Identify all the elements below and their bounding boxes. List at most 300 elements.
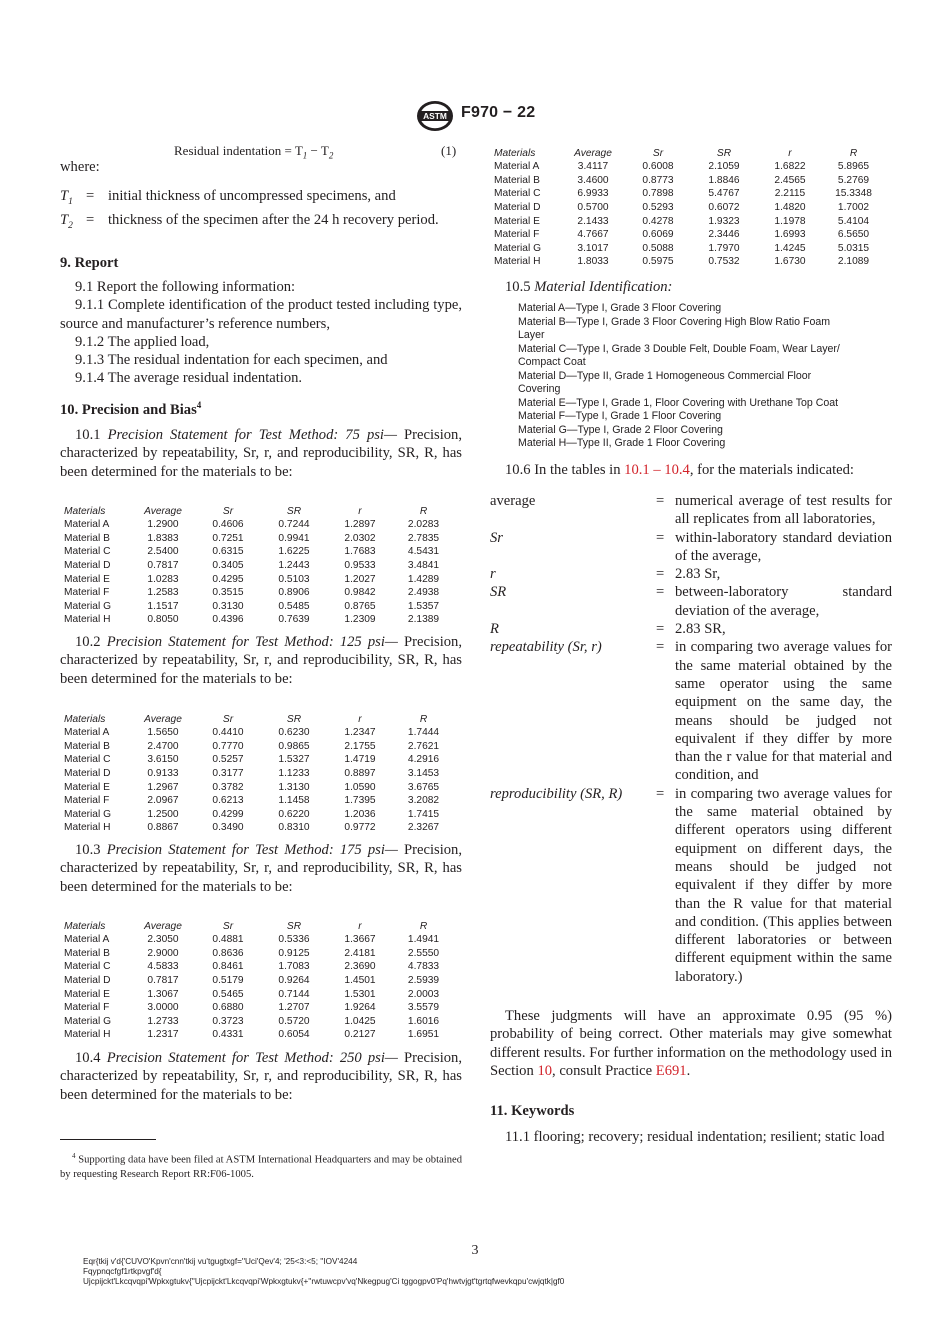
table-cell: 0.7639	[278, 614, 310, 626]
table-cell: 0.7244	[278, 519, 310, 531]
table-row	[494, 187, 883, 201]
table-cell: 2.7621	[407, 740, 440, 752]
table-cell: 0.3782	[212, 781, 244, 793]
table-row	[64, 1001, 453, 1015]
glossary-definition: in comparing two average values for the same material obtained by different operators using different equipment on different days, the means should be judged not equivalent if they differ by more than the R value for that material and condition. (This applies between different laboratories or between different equipment within the same laboratory.)	[675, 785, 892, 985]
table-cell: 1.1517	[147, 600, 179, 612]
table-cell: 0.6054	[278, 1029, 310, 1041]
table-cell: 0.6230	[278, 727, 310, 739]
astm-logo-icon	[416, 100, 454, 132]
table-cell: 1.2500	[147, 808, 179, 820]
table-cell: 0.8906	[278, 587, 310, 599]
table-cell: 0.9125	[278, 947, 310, 959]
table-cell: 2.7835	[407, 532, 440, 544]
footnote-divider	[60, 1139, 156, 1140]
table-cell: 2.3050	[147, 934, 179, 946]
table-row	[494, 242, 883, 256]
table-cell: 2.2115	[774, 188, 806, 200]
table-cell: 1.8846	[708, 174, 740, 186]
section-9-heading: 9. Report	[60, 255, 119, 271]
table-cell: 1.2317	[147, 1029, 179, 1041]
table-cell: Material A	[64, 519, 110, 531]
table-header-row: Materials Average Sr SR r R	[64, 921, 428, 932]
table-250-psi	[494, 147, 883, 269]
table-cell: 0.9865	[278, 740, 310, 752]
judgments-paragraph: These judgments will have an approximate 0.95 (95 %) probability of being correct. Other materials may give somewhat different results. For further information on the methodology used in Section 10, consult Practice E691.	[490, 1008, 892, 1079]
para-10-6: 10.6 In the tables in 10.1 – 10.4, for the materials indicated:	[505, 462, 854, 478]
table-cell: 2.0003	[407, 988, 440, 1000]
designation: F970 − 22	[461, 104, 536, 121]
table-cell: 0.4299	[212, 808, 244, 820]
table-cell: Material F	[494, 229, 540, 241]
table-125-psi	[64, 713, 453, 835]
table-row	[64, 545, 453, 559]
table-cell: 0.4278	[642, 215, 674, 227]
table-cell: Material D	[64, 975, 111, 987]
table-cell: Material H	[64, 822, 111, 834]
table-cell: 1.6016	[407, 1015, 440, 1027]
table-row	[494, 228, 883, 242]
table-cell: 2.5939	[407, 975, 440, 987]
table-cell: Material E	[64, 988, 110, 1000]
table-cell: 0.6072	[708, 202, 740, 214]
glossary-definition: 2.83 SR,	[675, 621, 726, 638]
table-cell: 3.2082	[407, 795, 440, 807]
table-cell: Material E	[64, 781, 110, 793]
table-cell: 1.2733	[147, 1015, 179, 1027]
table-cell: 0.9264	[278, 975, 310, 987]
table-cell: 0.8765	[344, 600, 376, 612]
table-cell: 0.4396	[212, 614, 244, 626]
table-cell: 1.2583	[147, 587, 179, 599]
table-cell: 0.3130	[212, 600, 244, 612]
table-cell: 5.0315	[837, 242, 870, 254]
table-cell: 1.2897	[344, 519, 376, 531]
table-row	[64, 987, 453, 1001]
table-cell: 0.6220	[278, 808, 310, 820]
table-cell: 3.4600	[577, 174, 609, 186]
table-cell: 2.3446	[708, 229, 740, 241]
glossary-definition: in comparing two average values for the same material obtained by the same operator using the same equipment on the same day, the means should be judged not equivalent if they differ by more than the r value for that material and condition, and	[675, 639, 892, 784]
table-cell: 0.6315	[212, 546, 244, 558]
glossary-equals: =	[656, 493, 665, 509]
table-cell: 1.6951	[407, 1029, 440, 1041]
glossary-equals: =	[656, 639, 665, 656]
table-cell: 2.4181	[344, 947, 376, 959]
table-cell: 0.9941	[278, 532, 310, 544]
table-cell: 2.4565	[774, 174, 806, 186]
para-10-3: 10.3 Precision Statement for Test Method: 175 psi— Precision, characterized by repeatability, Sr, r, and reproducibility, SR, R, has been determined for the materials to be:	[60, 842, 462, 895]
glossary-definition: between-laboratory standard deviation of the average,	[675, 584, 892, 619]
table-cell: 0.8897	[344, 768, 376, 780]
table-cell: 0.6880	[212, 1002, 244, 1014]
material-line: Material F—Type I, Grade 1 Floor Covering	[518, 410, 722, 422]
table-cell: 2.0967	[147, 795, 179, 807]
glossary	[490, 492, 892, 986]
table-cell: 1.0425	[344, 1015, 376, 1027]
table-row	[64, 518, 453, 532]
glossary-term: repeatability (Sr, r)	[490, 639, 602, 656]
table-cell: 0.9533	[344, 560, 376, 572]
table-cell: 1.5301	[344, 988, 376, 1000]
table-cell: 0.8461	[212, 961, 244, 973]
table-header-row: Materials Average Sr SR r R	[494, 148, 858, 159]
table-cell: Material E	[64, 573, 110, 585]
table-cell: 2.9000	[147, 947, 179, 959]
material-line: Material H—Type II, Grade 1 Floor Covering	[518, 437, 726, 449]
table-cell: 2.0283	[407, 519, 440, 531]
table-cell: Material H	[64, 1029, 111, 1041]
table-cell: 5.4767	[708, 188, 740, 200]
table-cell: 1.7395	[344, 795, 376, 807]
table-row	[64, 559, 453, 573]
table-cell: 0.5465	[212, 988, 244, 1000]
table-cell: 4.7833	[407, 961, 440, 973]
table-cell: 3.6765	[407, 781, 440, 793]
link-e691[interactable]: E691	[655, 1062, 687, 1079]
table-cell: Material B	[64, 947, 110, 959]
material-line: Material D—Type II, Grade 1 Homogeneous Commercial Floor	[518, 369, 812, 382]
table-cell: 0.7770	[212, 740, 244, 752]
table-75-psi	[64, 505, 453, 627]
table-cell: 4.5833	[147, 961, 179, 973]
table-cell: Material H	[494, 256, 541, 268]
table-cell: 0.5700	[577, 202, 609, 214]
table-cell: 1.2900	[147, 519, 179, 531]
table-cell: Material G	[64, 1015, 111, 1027]
glossary-term: SR	[490, 584, 507, 601]
table-row	[64, 794, 453, 808]
glossary-item	[490, 638, 892, 784]
table-cell: Material B	[64, 740, 110, 752]
glossary-equals: =	[656, 584, 665, 601]
table-cell: 0.5257	[212, 754, 244, 766]
table-cell: 1.8383	[147, 532, 179, 544]
table-cell: Material C	[494, 188, 541, 200]
glossary-item	[490, 785, 892, 986]
table-cell: 1.2036	[344, 808, 376, 820]
table-cell: 2.1389	[407, 614, 440, 626]
definition-item: $T_1$ = initial thickness of uncompressed specimens, and	[60, 188, 396, 207]
table-cell: 1.4820	[774, 202, 806, 214]
table-row	[64, 821, 453, 835]
table-cell: 1.3067	[147, 988, 179, 1000]
link-10-1-10-4[interactable]: 10.1 – 10.4	[624, 462, 690, 478]
table-cell: 1.4719	[344, 754, 376, 766]
table-cell: 0.8636	[212, 947, 244, 959]
table-row	[64, 974, 453, 988]
glossary-definition: numerical average of test results for all replicates from all laboratories,	[675, 493, 892, 528]
glossary-item	[490, 565, 892, 583]
table-row	[494, 174, 883, 188]
link-section-10[interactable]: 10	[537, 1062, 553, 1079]
table-cell: 0.4410	[212, 727, 244, 739]
table-cell: 1.2309	[344, 614, 376, 626]
table-cell: 1.6993	[774, 229, 806, 241]
glossary-term: Sr	[490, 529, 503, 546]
table-cell: 0.3490	[212, 822, 244, 834]
table-header-row: Materials Average Sr SR r R	[64, 714, 428, 725]
table-cell: 0.5103	[278, 573, 310, 585]
table-row	[64, 960, 453, 974]
table-cell: 3.5579	[407, 1002, 440, 1014]
table-cell: Material A	[494, 161, 540, 173]
table-row	[64, 740, 453, 754]
table-cell: 1.7083	[278, 961, 310, 973]
table-cell: 0.7251	[212, 532, 244, 544]
section-9-body: 9.1 Report the following information: 9.1.1 Complete identification of the product tested including type, source and manufacturer’s reference numbers, 9.1.2 The applied load, 9.1.3 The residual indentation for each specimen, and 9.1.4 The average residual indentation.	[60, 279, 462, 387]
table-cell: 1.1233	[278, 768, 310, 780]
table-cell: 6.5650	[837, 229, 870, 241]
glossary-item	[490, 583, 892, 620]
glossary-term: r	[490, 566, 496, 583]
table-cell: 1.7970	[708, 242, 740, 254]
table-cell: 2.1089	[837, 256, 870, 268]
glossary-item	[490, 620, 892, 638]
table-cell: 1.2443	[278, 560, 310, 572]
table-cell: 1.6822	[774, 161, 806, 173]
table-cell: 2.0302	[344, 532, 376, 544]
table-cell: 1.7683	[344, 546, 376, 558]
table-cell: 1.4289	[407, 573, 440, 585]
table-cell: 0.8050	[147, 614, 179, 626]
table-row	[64, 808, 453, 822]
para-10-1: 10.1 Precision Statement for Test Method: 75 psi— Precision, characterized by repeatability, Sr, r, and reproducibility, SR, R, has been determined for the materials to be:	[60, 427, 462, 480]
table-cell: 0.9842	[344, 587, 376, 599]
table-cell: 3.1017	[577, 242, 609, 254]
table-row	[64, 767, 453, 781]
table-cell: 1.7415	[407, 808, 440, 820]
table-cell: 2.1433	[577, 215, 609, 227]
table-row	[64, 1015, 453, 1029]
table-cell: 4.7667	[577, 229, 609, 241]
table-cell: 0.5336	[278, 934, 310, 946]
table-row	[64, 726, 453, 740]
table-cell: 2.3267	[407, 822, 440, 834]
table-cell: 1.1458	[278, 795, 310, 807]
table-cell: 1.3130	[278, 781, 310, 793]
material-line: Material A—Type I, Grade 3 Floor Covering	[518, 302, 722, 314]
table-cell: Material E	[494, 215, 540, 227]
table-cell: 0.9133	[147, 768, 179, 780]
table-cell: 1.9323	[708, 215, 740, 227]
table-cell: 2.5550	[407, 947, 440, 959]
table-cell: 0.3405	[212, 560, 244, 572]
table-cell: 3.6150	[147, 754, 179, 766]
material-line: Covering	[518, 383, 561, 395]
table-cell: Material C	[64, 546, 111, 558]
material-line: Layer	[518, 329, 545, 341]
table-row	[64, 947, 453, 961]
table-cell: Material F	[64, 587, 110, 599]
table-cell: 1.7002	[837, 202, 870, 214]
table-cell: 0.6008	[642, 161, 674, 173]
table-row	[494, 255, 883, 269]
table-cell: 1.4941	[407, 934, 440, 946]
table-cell: 0.5720	[278, 1015, 310, 1027]
material-line: Material B—Type I, Grade 3 Floor Covering High Blow Ratio Foam	[518, 315, 831, 328]
table-cell: 0.4606	[212, 519, 244, 531]
table-cell: 0.4331	[212, 1029, 244, 1041]
table-cell: 1.0283	[147, 573, 179, 585]
material-line: Material C—Type I, Grade 3 Double Felt, Double Foam, Wear Layer/	[518, 342, 840, 355]
table-cell: 0.5485	[278, 600, 310, 612]
glossary-definition: 2.83 Sr,	[675, 566, 721, 583]
table-cell: 1.5357	[407, 600, 440, 612]
table-cell: 1.6225	[278, 546, 310, 558]
logo-text: ASTM	[423, 111, 447, 122]
table-cell: Material D	[64, 768, 111, 780]
table-cell: 2.4938	[407, 587, 440, 599]
table-cell: 3.0000	[147, 1002, 179, 1014]
table-cell: 0.8867	[147, 822, 179, 834]
table-cell: Material B	[494, 174, 540, 186]
para-10-5: 10.5 Material Identification:	[505, 279, 673, 295]
table-cell: Material A	[64, 934, 110, 946]
table-cell: 1.0590	[344, 781, 376, 793]
table-cell: Material H	[64, 614, 111, 626]
table-cell: 0.9772	[344, 822, 376, 834]
glossary-term: average	[490, 493, 536, 509]
table-cell: 2.3690	[344, 961, 376, 973]
table-cell: Material C	[64, 961, 111, 973]
table-cell: 1.5327	[278, 754, 310, 766]
glossary-equals: =	[656, 785, 665, 802]
table-cell: Material D	[64, 560, 111, 572]
table-row	[494, 201, 883, 215]
table-cell: 0.5293	[642, 202, 674, 214]
page-header	[0, 100, 950, 132]
table-cell: 2.4700	[147, 740, 179, 752]
table-cell: 2.1755	[344, 740, 376, 752]
table-cell: 0.3177	[212, 768, 244, 780]
table-cell: 1.6730	[774, 256, 806, 268]
table-cell: 0.7817	[147, 975, 179, 987]
material-line: Material E—Type I, Grade 1, Floor Covering with Urethane Top Coat	[518, 396, 839, 409]
table-row	[494, 160, 883, 174]
glossary-term: R	[490, 621, 499, 638]
table-cell: 1.2347	[344, 727, 376, 739]
table-row	[64, 613, 453, 627]
glossary-item	[490, 529, 892, 566]
table-row	[64, 1028, 453, 1042]
table-cell: 1.2707	[278, 1002, 310, 1014]
table-row	[64, 780, 453, 794]
definition-item: $T_2$ = thickness of the specimen after the 24 h recovery period.	[60, 212, 439, 232]
table-cell: Material G	[64, 600, 111, 612]
table-cell: 1.7444	[407, 727, 440, 739]
table-row	[64, 933, 453, 947]
table-cell: 4.2916	[407, 754, 440, 766]
table-cell: 0.5975	[642, 256, 674, 268]
equation-number: (1)	[441, 143, 457, 158]
table-row	[494, 214, 883, 228]
table-cell: 5.4104	[837, 215, 870, 227]
footnote: $^4$ Supporting data have been filed at ASTM International Headquarters and may be obtained by requesting Research Report RR:F06-1005.	[60, 1152, 462, 1181]
table-cell: 0.7532	[708, 256, 740, 268]
where-label: where:	[60, 159, 100, 175]
glossary-definition: within-laboratory standard deviation of the average,	[675, 529, 892, 564]
table-cell: 5.8965	[837, 161, 870, 173]
table-cell: 1.8033	[577, 256, 609, 268]
section-11-body: 11.1 flooring; recovery; residual indentation; resilient; static load	[505, 1129, 885, 1145]
table-cell: 0.4295	[212, 573, 244, 585]
glossary-equals: =	[656, 529, 665, 546]
table-cell: 3.1453	[407, 768, 440, 780]
section-11-heading: 11. Keywords	[490, 1103, 575, 1119]
table-cell: 0.6213	[212, 795, 244, 807]
table-cell: 0.6069	[642, 229, 674, 241]
glossary-term: reproducibility (SR, R)	[490, 785, 623, 802]
table-cell: 1.4501	[344, 975, 376, 987]
table-row	[64, 572, 453, 586]
glossary-equals: =	[656, 621, 665, 638]
table-cell: 0.7817	[147, 560, 179, 572]
table-cell: 0.8773	[642, 174, 674, 186]
glossary-equals: =	[656, 566, 665, 583]
table-cell: 1.2967	[147, 781, 179, 793]
table-cell: 0.5179	[212, 975, 244, 987]
table-cell: 1.5650	[147, 727, 179, 739]
table-cell: 4.5431	[407, 546, 440, 558]
material-identification-list	[518, 302, 890, 451]
page-number: 3	[471, 1243, 479, 1258]
table-cell: Material D	[494, 202, 541, 214]
table-cell: 1.3667	[344, 934, 376, 946]
para-10-4: 10.4 Precision Statement for Test Method: 250 psi— Precision, characterized by repeatability, Sr, r, and reproducibility, SR, R, has been determined for the materials to be:	[60, 1050, 462, 1103]
table-cell: 0.4881	[212, 934, 244, 946]
table-row	[64, 532, 453, 546]
definition-list	[60, 187, 462, 235]
table-cell: 1.1978	[774, 215, 806, 227]
table-cell: 15.3348	[835, 188, 872, 200]
section-10-heading: 10. Precision and Bias$^4$	[60, 400, 202, 418]
material-line: Compact Coat	[518, 356, 586, 368]
table-175-psi	[64, 920, 453, 1042]
table-cell: 5.2769	[837, 174, 870, 186]
table-cell: 1.4245	[774, 242, 806, 254]
material-line: Material G—Type I, Grade 2 Floor Covering	[518, 423, 723, 436]
table-cell: Material A	[64, 727, 110, 739]
table-cell: 0.5088	[642, 242, 674, 254]
table-cell: Material G	[494, 242, 541, 254]
para-10-2: 10.2 Precision Statement for Test Method: 125 psi— Precision, characterized by repeatability, Sr, r, and reproducibility, SR, R, has been determined for the materials to be:	[60, 634, 462, 687]
table-cell: Material F	[64, 795, 110, 807]
table-cell: Material G	[64, 808, 111, 820]
table-cell: Material F	[64, 1002, 110, 1014]
table-row	[64, 753, 453, 767]
table-cell: 0.7898	[642, 188, 674, 200]
table-cell: 1.2027	[344, 573, 376, 585]
table-cell: 1.9264	[344, 1002, 376, 1014]
table-cell: 0.3723	[212, 1015, 244, 1027]
table-header-row: Materials Average Sr SR r R	[64, 506, 428, 517]
table-cell: 0.2127	[344, 1029, 376, 1041]
table-cell: 3.4841	[407, 560, 440, 572]
table-cell: Material B	[64, 532, 110, 544]
table-cell: 6.9933	[577, 188, 609, 200]
table-cell: 2.1059	[708, 161, 740, 173]
table-row	[64, 600, 453, 614]
table-cell: 0.7144	[278, 988, 310, 1000]
table-row	[64, 586, 453, 600]
table-cell: 3.4117	[577, 161, 609, 173]
table-cell: 0.3515	[212, 587, 244, 599]
table-cell: 0.8310	[278, 822, 310, 834]
table-cell: 2.5400	[147, 546, 179, 558]
equation: Residual indentation = $T_1 - T_2$	[174, 143, 334, 161]
license-footer: Eqr{tkij v'd{'CUVO'Kpvn'cnn'tkij vu'tgugtxgf=''Uci'Qev'4; '25<3:<5; ''IOV'4244 Fqypnqcfgf1rtkpvgf'd{ Ujcpijckt'Lkcqvqpi'Wpkxgtukv{''Ujcpijckt'Lkcqvqpi'Wpkxgtukv{+''rwtuwcpv'vq'Nkegpug'Ci tggogpv0'Pq'hwtvjgt'tgrtqfwevkqpu'cwjqtk|gf0	[83, 1257, 565, 1286]
